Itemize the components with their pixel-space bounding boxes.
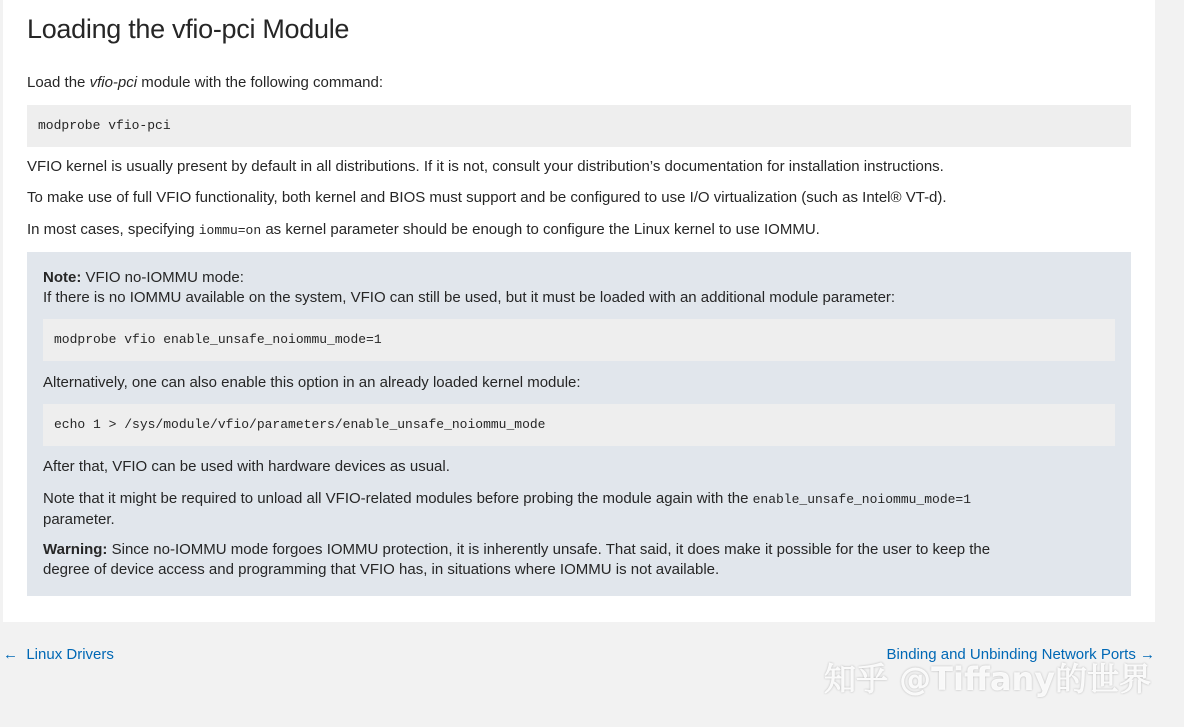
note-after: After that, VFIO can be used with hardware devices as usual. xyxy=(43,458,450,475)
document-content xyxy=(3,0,1155,622)
note-warning: Warning: Since no-IOMMU mode forgoes IOMMU protection, it is inherently unsafe. That said, it does make it possible for the user to keep the degree of device access and programming that VFIO has, in situations where IOMMU is not available. xyxy=(43,541,991,578)
code-block-modprobe[interactable]: modprobe vfio-pci xyxy=(27,105,1131,147)
paragraph-vfio-functionality: To make use of full VFIO functionality, both kernel and BIOS must support and be configured to use I/O virtualization (such as Intel® VT-d). xyxy=(27,189,947,206)
module-name: vfio-pci xyxy=(89,74,138,91)
prev-page-link[interactable]: ← Linux Drivers xyxy=(3,646,114,663)
note-unload: Note that it might be required to unload all VFIO-related modules before probing the module again with the enable_unsafe_noiommu_mode=1 parameter. xyxy=(43,490,972,528)
inline-code-iommu: iommu=on xyxy=(198,223,262,238)
warning-label: Warning: xyxy=(43,541,108,558)
note-heading: Note: VFIO no-IOMMU mode: xyxy=(43,269,244,286)
intro-paragraph: Load the vfio-pci module with the following command: xyxy=(27,74,384,91)
note-alternative: Alternatively, one can also enable this option in an already loaded kernel module: xyxy=(43,374,581,391)
page-title: Loading the vfio-pci Module xyxy=(27,14,350,44)
note-description: If there is no IOMMU available on the system, VFIO can still be used, but it must be loaded with an additional module parameter: xyxy=(43,289,896,306)
arrow-right-icon: → xyxy=(1140,646,1155,663)
note-box xyxy=(27,252,1131,596)
paragraph-iommu: In most cases, specifying iommu=on as kernel parameter should be enough to configure the Linux kernel to use IOMMU. xyxy=(27,221,820,238)
code-block-noiommu[interactable]: modprobe vfio enable_unsafe_noiommu_mode=1 xyxy=(43,319,1115,361)
arrow-left-icon: ← xyxy=(3,646,18,663)
inline-code-noiommu: enable_unsafe_noiommu_mode=1 xyxy=(752,492,972,507)
watermark: 知乎 @Tiffany的世界 xyxy=(824,660,1152,698)
next-page-link[interactable]: Binding and Unbinding Network Ports → xyxy=(886,646,1155,663)
note-label: Note: xyxy=(43,269,82,286)
paragraph-vfio-kernel: VFIO kernel is usually present by default in all distributions. If it is not, consult your distribution’s documentation for installation instructions. xyxy=(27,158,944,175)
code-block-echo[interactable]: echo 1 > /sys/module/vfio/parameters/enable_unsafe_noiommu_mode xyxy=(43,404,1115,446)
